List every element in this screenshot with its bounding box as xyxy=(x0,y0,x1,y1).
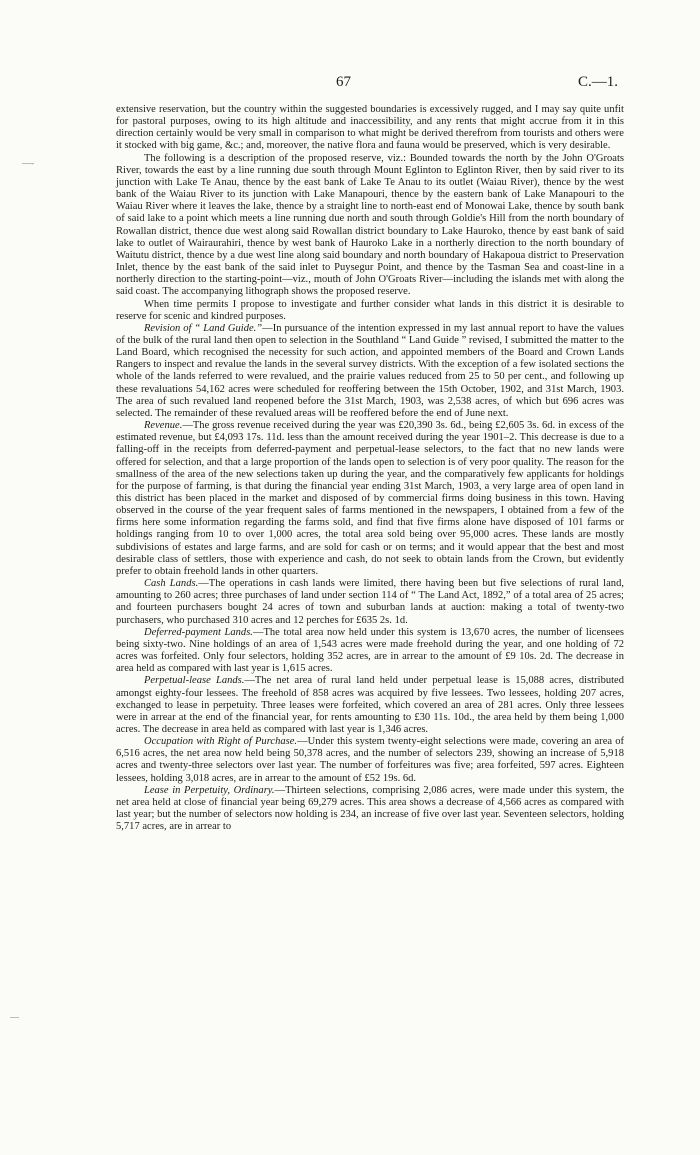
paragraph xyxy=(116,675,624,736)
paragraph-text: extensive reservation, but the country within the suggested boundaries is excessively rugged, and I may say quite unfit for pastoral purposes, owing to its high altitude and inaccessibility, and any rents that might accrue from it in this direction certainly would be very small in comparison to what might be derived therefrom from tourists and others were it stocked with big game, &c.; and, moreover, the native flora and fauna would be preserved, which is very desirable. xyxy=(116,104,624,152)
paragraph xyxy=(116,736,624,785)
section-heading: Lease in Perpetuity, Ordinary. xyxy=(144,784,275,796)
paragraph-text: —Thirteen selections, comprising 2,086 acres, were made under this system, the net area held at close of financial year being 69,279 acres. This area shows a decrease of 4,566 acres as compared with last year; but the number of selectors now holding is 234, an increase of five over last year. Seventeen selectors, holding 5,717 acres, are in arrear to xyxy=(116,784,625,833)
section-heading: Deferred-payment Lands. xyxy=(144,626,253,638)
paragraph xyxy=(116,627,624,676)
section-heading: Occupation with Right of Purchase. xyxy=(144,736,298,748)
page-number: 67 xyxy=(336,74,351,90)
paragraph-text: —The gross revenue received during the year was £20,390 3s. 6d., being £2,605 3s. 6d. in excess of the estimated revenue, but £4,093 17s. 11d. less than the amount received during the year 1901–2. This decrease is due to a falling-off in the receipts from deferred-payment and perpetual-lease selectors, to the fact that no new lands were offered for selection, and that a large proportion of the lands open to selection is of very poor quality. The reason for the smallness of the area of the new selections taken up during the year, and the comparatively few applicants for holdings for the purpose of farming, is that during the financial year ending 31st March, 1903, a very large area of open land in this district has been placed in the market and disposed of by commercial firms doing business in this town. Having observed in the course of the year frequent sales of farms mentioned in the newspapers, I obtained from a few of the firms here some information regarding the farms sold, and find that five firms alone have disposed of 101 farms or holdings ranging from 10 to over 1,000 acres, the total area sold being over 95,000 acres. These lands are mostly subdivisions of estates and large farms, and are sold for cash or on terms; and it would appear that the best and most desirable class of settlers, those with experience and cash, do not seek to obtain lands from the Crown, but evidently prefer to obtain freehold lands in other quarters. xyxy=(116,420,624,577)
paragraph-text: —The operations in cash lands were limited, there having been but five selections of rural land, amounting to 260 acres; three purchases of land under section 114 of “ The Land Act, 1892,” of a total area of 25 acres; and fourteen purchasers bought 24 acres of town and suburban lands at auction: making a total of twenty-two purchasers, who purchased 310 acres and 12 perches for £635 2s. 1d. xyxy=(116,578,624,626)
paragraph xyxy=(116,420,624,578)
margin-mark: — xyxy=(10,1012,19,1022)
section-heading: Cash Lands. xyxy=(144,578,199,590)
paragraph xyxy=(116,785,624,834)
paragraph-text: When time permits I propose to investigate and further consider what lands in this district it is desirable to reserve for scenic and kindred purposes. xyxy=(116,298,624,322)
section-heading: Revision of “ Land Guide.” xyxy=(144,322,263,334)
page-header xyxy=(0,74,700,96)
section-heading: Perpetual-lease Lands. xyxy=(144,675,245,687)
paragraph-text: —Under this system twenty-eight selections were made, covering an area of 6,516 acres, the net area now held being 50,378 acres, and the number of selectors 239, showing an increase of 5,918 acres and twenty-three selectors over last year. The number of forfeitures was five; area forfeited, 597 acres. Eighteen lessees, holding 3,018 acres, are in arrear to the amount of £52 19s. 6d. xyxy=(116,736,624,784)
paragraph xyxy=(116,299,624,323)
paragraph xyxy=(116,153,624,299)
paragraph xyxy=(116,323,624,420)
paragraph xyxy=(116,578,624,627)
paragraph-text: The following is a description of the proposed reserve, viz.: Bounded towards the north by the John O'Groats River, towards the east by a line running due south through Mount Eglinton to Eglinton River, then by said river to its junction with Lake Te Anau, thence by the east bank of Lake Te Anau to its outlet (Waiau River), thence by the west bank of the Waiau River to its junction with Lake Manapouri, thence by the eastern bank of Lake Manapouri to the Waiau River where it leaves the lake, thence by a straight line to north-east end of Monowai Lake, thence by south bank of said lake to a point which meets a line running due north and south through Goldie's Hill from the north boundary of Rowallan district, thence due west along said Rowallan district boundary to Lake Hauroko, thence by east bank of said lake to outlet of Wairaurahiri, thence by west bank of Hauroko Lake in a northerly direction to the north boundary of Waitutu district, thence by a due west line along said boundary and north boundary of Hakapoua district to Preservation Inlet, thence by the east bank of the said inlet to Puysegur Point, and thence by the Tasman Sea and coast-line in a northerly direction to the starting-point—viz., mouth of John O'Groats River—including the islands met with along the said coast. The accompanying lithograph shows the proposed reserve. xyxy=(116,152,624,298)
section-heading: Revenue. xyxy=(144,420,183,432)
paragraph-text: —In pursuance of the intention expressed in my last annual report to have the values of the bulk of the rural land then open to selection in the Southland “ Land Guide ” revised, I submitted the matter to the Land Board, which recognised the necessity for such action, and appointed members of the Board and Crown Lands Rangers to inspect and revalue the lands in the several survey districts. With the exception of a few isolated sections the whole of the lands referred to were revalued, and the prairie values reduced from 25 to 50 per cent., and following up these revaluations 54,162 acres were scheduled for reoffering between the 15th October, 1902, and 31st March, 1903. The area of such revalued land reopened before the 31st March, 1903, was 2,538 acres, of which but 696 acres was selected. The remainder of these revalued areas will be reoffered before the end of June next. xyxy=(116,322,624,419)
body-text xyxy=(116,104,624,833)
document-reference: C.—1. xyxy=(577,74,618,90)
paragraph-text: —The net area of rural land held under perpetual lease is 15,088 acres, distributed amongst eighty-four lessees. The freehold of 858 acres was acquired by five lessees. Two lessees, holding 207 acres, exchanged to lease in perpetuity. Three leases were forfeited, which covered an area of 281 acres. Only three lessees were in arrear at the end of the financial year, for rents amounting to £30 11s. 10d., the area held by them being 1,000 acres. The decrease in area held as compared with last year is 1,346 acres. xyxy=(116,675,624,735)
margin-mark: —‑ xyxy=(22,158,34,168)
paragraph xyxy=(116,104,624,153)
paragraph-text: —The total area now held under this system is 13,670 acres, the number of licensees being sixty-two. Nine holdings of an area of 1,543 acres were made freehold during the year, and one holding of 72 acres was forfeited. Only four selectors, holding 352 acres, are in arrear to the amount of £9 10s. 2d. The decrease in area held as compared with last year is 1,615 acres. xyxy=(116,626,624,675)
